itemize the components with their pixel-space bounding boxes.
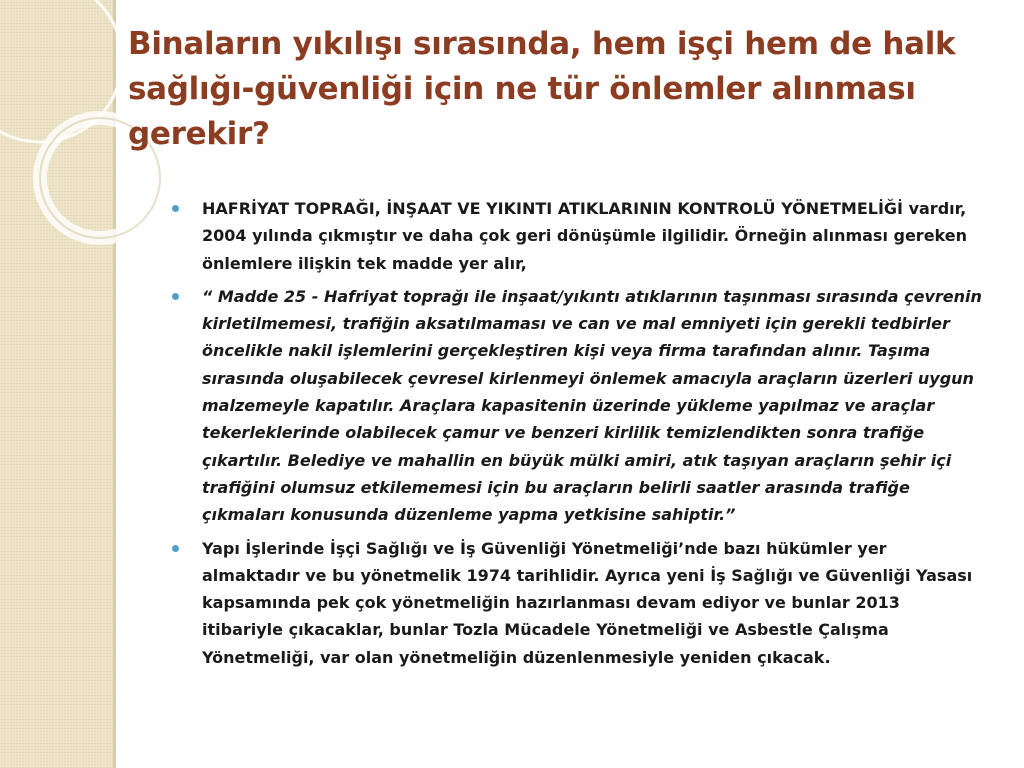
bullet-dot-icon [172, 293, 179, 300]
bullet-item-3 [172, 535, 984, 671]
bullet-text-1: HAFRİYAT TOPRAĞI, İNŞAAT VE YIKINTI ATIKLARININ KONTROLÜ YÖNETMELİĞİ vardır, 2004 yılında çıkmıştır ve daha çok geri dönüşümle ilgilidir. Örneğin alınması gereken önlemlere ilişkin tek madde yer alır, [202, 199, 967, 273]
bullet-text-3: Yapı İşlerinde İşçi Sağlığı ve İş Güvenliği Yönetmeliği’nde bazı hükümler yer almaktadır ve bu yönetmelik 1974 tarihlidir. Ayrıca yeni İş Sağlığı ve Güvenliği Yasası kapsamında pek çok yönetmeliğin hazırlanması devam ediyor ve bunlar 2013 itibariyle çıkacaklar, bunlar Tozla Mücadele Yönetmeliği ve Asbestle Çalışma Yönetmeliği, var olan yönetmeliğin düzenlenmesiyle yeniden çıkacak. [202, 538, 973, 667]
bullet-dot-icon [172, 205, 179, 212]
bullet-list [172, 195, 984, 677]
bullet-item-1 [172, 195, 984, 277]
bullet-text-2: “ Madde 25 - Hafriyat toprağı ile inşaat/yıkıntı atıklarının taşınması sırasında çevrenin kirletilmemesi, trafiğin aksatılmaması ve can ve mal emniyeti için gerekli tedbirler öncelikle nakil işlemlerini gerçekleştiren kişi veya firma tarafından alınır. Taşıma sırasında oluşabilecek çevresel kirlenmeyi önlemek amacıyla araçların üzerleri uygun malzemeyle kapatılır. Araçlara kapasitenin üzerinde yükleme yapılmaz ve araçlar tekerleklerinde olabilecek çamur ve benzeri kirlilik temizlendikten sonra trafiğe çıkartılır. Belediye ve mahallin en büyük mülki amiri, atık taşıyan araçların şehir içi trafiğini olumsuz etkilememesi için bu araçların belirli saatler arasında trafiğe çıkmaları konusunda düzenleme yapma yetkisine sahiptir.” [202, 286, 982, 525]
bullet-dot-icon [172, 545, 179, 552]
slide-title: Binaların yıkılışı sırasında, hem işçi hem de halk sağlığı-güvenliği için ne tür önlemler alınması gerekir? [128, 26, 956, 152]
bullet-item-2 [172, 283, 984, 529]
